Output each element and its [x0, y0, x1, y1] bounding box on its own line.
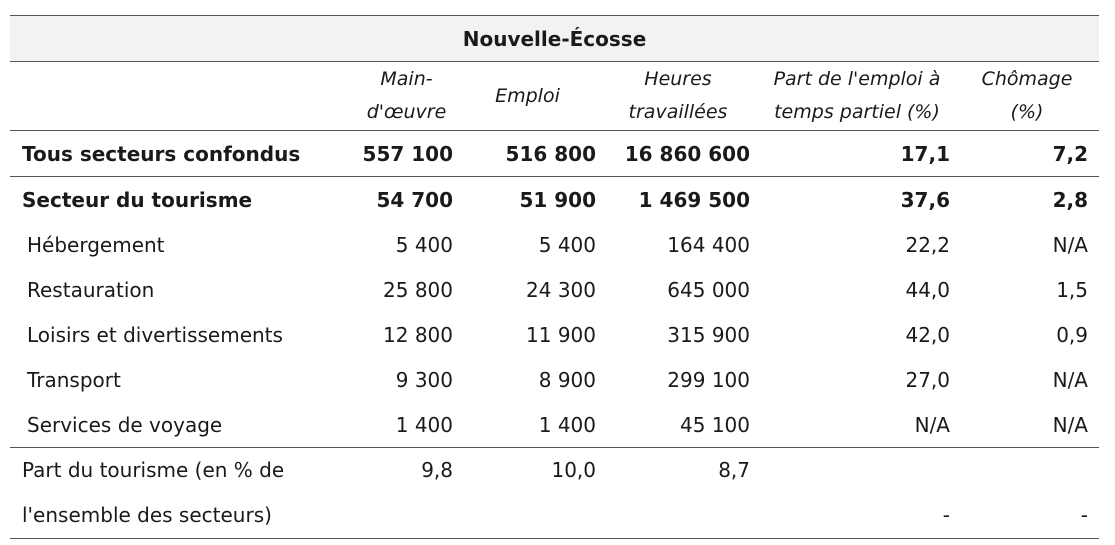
table-title: Nouvelle-Écosse	[10, 15, 1099, 62]
row-value: 1 400	[395, 412, 453, 437]
row-value: 8 900	[538, 367, 596, 392]
row-value: 1,5	[1056, 277, 1088, 302]
employment-table	[10, 15, 1099, 539]
table-row	[10, 312, 1099, 357]
row-value: 2,8	[1052, 187, 1088, 212]
row-label: Services de voyage	[27, 412, 223, 437]
row-value: 645 000	[667, 277, 750, 302]
header-temps-partiel: Part de l'emploi à temps partiel (%)	[773, 68, 941, 123]
row-value: -	[942, 503, 950, 527]
row-value: N/A	[1052, 412, 1088, 437]
table-row	[10, 131, 1099, 177]
row-value: N/A	[1052, 232, 1088, 257]
row-value: 25 800	[383, 277, 453, 302]
row-value: 37,6	[900, 187, 950, 212]
row-label: Hébergement	[27, 232, 165, 257]
row-value: 5 400	[395, 232, 453, 257]
row-value: 516 800	[505, 141, 596, 166]
row-value: 315 900	[667, 322, 750, 347]
row-value: 0,9	[1056, 322, 1088, 347]
header-chomage: Chômage (%)	[981, 68, 1073, 123]
row-value: 299 100	[667, 367, 750, 392]
row-value: 27,0	[905, 367, 950, 392]
row-value: 1 400	[538, 412, 596, 437]
row-value: 12 800	[383, 322, 453, 347]
table-row	[10, 222, 1099, 267]
row-value: 9,8	[421, 458, 453, 482]
row-value: 22,2	[905, 232, 950, 257]
row-value: 7,2	[1052, 141, 1088, 166]
row-value: 17,1	[900, 141, 950, 166]
table-row	[10, 357, 1099, 402]
row-value: 557 100	[362, 141, 453, 166]
row-value: -	[1080, 503, 1088, 527]
table-row	[10, 402, 1099, 448]
row-value: 44,0	[905, 277, 950, 302]
row-value: 16 860 600	[624, 141, 750, 166]
row-value: 164 400	[667, 232, 750, 257]
row-label: Secteur du tourisme	[22, 187, 253, 212]
row-value: 42,0	[905, 322, 950, 347]
header-emploi: Emploi	[495, 84, 560, 107]
tourism-share-row	[10, 448, 1099, 539]
row-value: 10,0	[551, 458, 596, 482]
row-value: 54 700	[376, 187, 453, 212]
header-row	[10, 62, 1099, 131]
header-main-doeuvre: Main- d'œuvre	[366, 68, 447, 123]
row-value: N/A	[1052, 367, 1088, 392]
row-value: 45 100	[680, 412, 750, 437]
table-row	[10, 267, 1099, 312]
row-label: Tous secteurs confondus	[22, 141, 301, 166]
row-label: Loisirs et divertissements	[27, 322, 283, 347]
row-value: N/A	[914, 412, 950, 437]
row-value: 1 469 500	[638, 187, 750, 212]
row-value: 8,7	[718, 458, 750, 482]
row-label: Restauration	[27, 277, 155, 302]
row-value: 51 900	[519, 187, 596, 212]
row-value: 9 300	[395, 367, 453, 392]
table-row	[10, 177, 1099, 222]
row-label: Part du tourisme (en % de l'ensemble des secteurs)	[22, 458, 285, 527]
row-value: 11 900	[526, 322, 596, 347]
row-value: 5 400	[538, 232, 596, 257]
row-label: Transport	[27, 367, 121, 392]
header-heures: Heures travaillées	[628, 68, 728, 123]
row-value: 24 300	[526, 277, 596, 302]
